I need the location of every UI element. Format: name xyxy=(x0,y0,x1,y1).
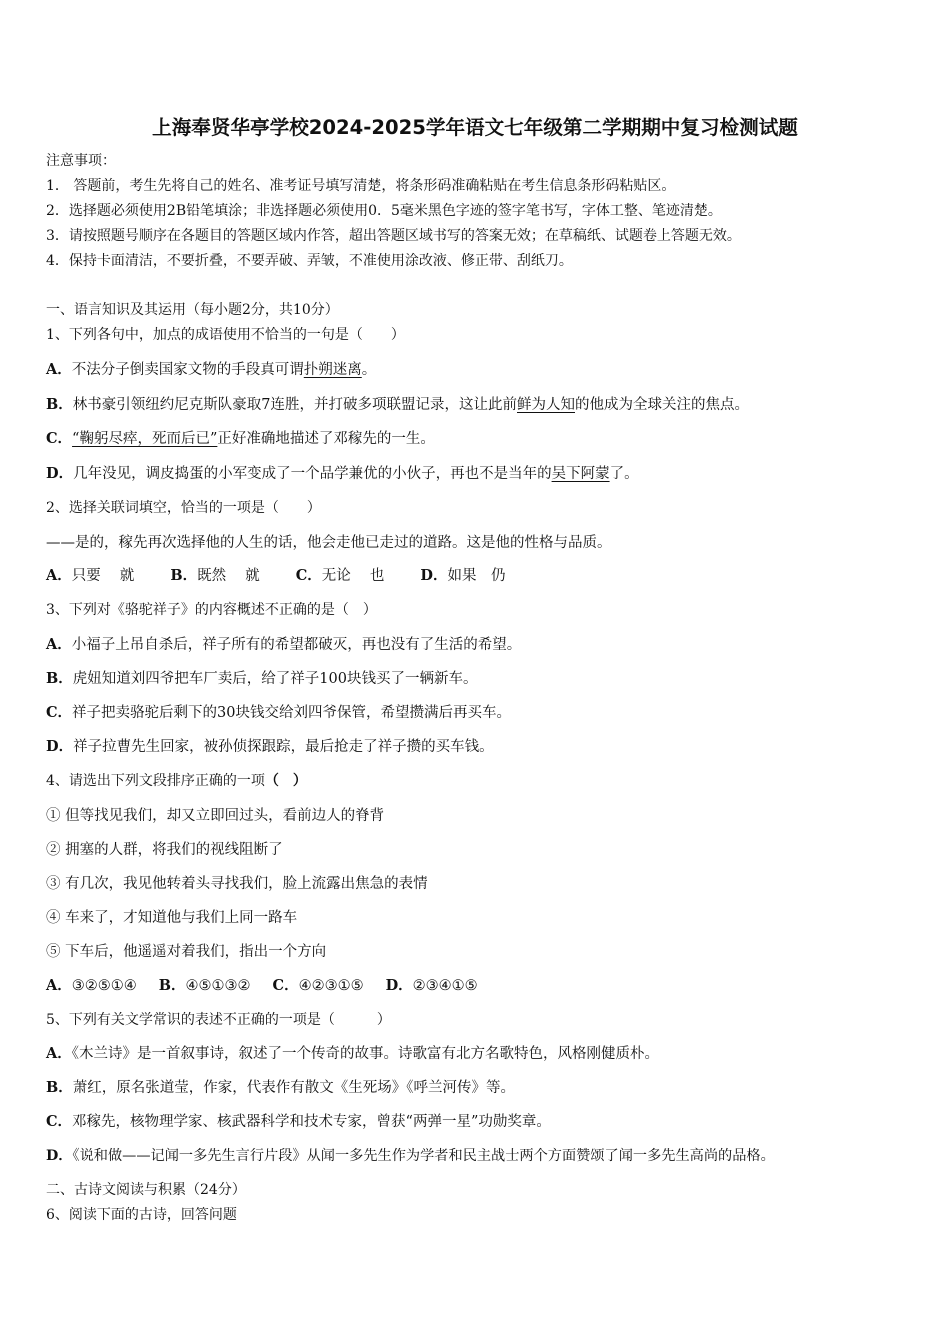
sequence-item: ④ 车来了，才知道他与我们上同一路车 xyxy=(46,910,298,926)
option-text: ②③④①⑤ xyxy=(412,978,478,994)
option-label: A． xyxy=(46,1045,72,1062)
option-label: B． xyxy=(46,1079,73,1096)
option-text: 《木兰诗》是一首叙事诗，叙述了一个传奇的故事。诗歌富有北方名歌特色，风格刚健质朴。 xyxy=(71,1046,660,1062)
option-label: D． xyxy=(46,738,74,755)
section-heading: 一、语言知识及其运用（每小题2分，共10分） xyxy=(46,302,339,318)
option-text: 小福子上吊自杀后，祥子所有的希望都破灭，再也没有了生活的希望。 xyxy=(71,637,522,653)
marked-idiom: 鲜为人知 xyxy=(517,397,575,413)
option-label: B． xyxy=(46,396,73,413)
question-stem: 3、下列对《骆驼祥子》的内容概述不正确的是（ ） xyxy=(46,602,377,618)
option-c xyxy=(46,703,511,723)
option-label: C． xyxy=(272,977,299,994)
option-c xyxy=(46,429,435,449)
option-text: 既然 就 xyxy=(197,568,260,584)
option-label: D． xyxy=(46,1148,73,1164)
option-label: D． xyxy=(46,465,74,482)
option-text: 祥子把卖骆驼后剩下的30块钱交给刘四爷保管，希望攒满后再买车。 xyxy=(72,705,511,721)
option-text: 《说和做——记闻一多先生言行片段》从闻一多先生作为学者和民主战士两个方面赞颂了闻一多先生高尚的品格。 xyxy=(72,1148,775,1164)
option-label: A． xyxy=(46,567,72,584)
option-text: ④②③①⑤ xyxy=(298,978,364,994)
sequence-item: ⑤ 下车后，他遥遥对着我们，指出一个方向 xyxy=(46,944,327,960)
question-stem xyxy=(46,771,307,791)
sequence-item: ③ 有几次，我见他转着头寻找我们，脸上流露出焦急的表情 xyxy=(46,876,428,892)
option-label: C． xyxy=(46,704,73,721)
option-label: A． xyxy=(46,636,72,653)
option-c xyxy=(46,1112,551,1132)
option-text: 的他成为全球关注的焦点。 xyxy=(575,397,749,413)
notice-item: 3．请按照题号顺序在各题目的答题区域内作答，超出答题区域书写的答案无效；在草稿纸、试题卷上答题无效。 xyxy=(46,228,741,244)
question-stem: 1、下列各句中，加点的成语使用不恰当的一句是（ ） xyxy=(46,327,405,343)
option-text: ④⑤①③② xyxy=(185,978,251,994)
option-b xyxy=(46,395,749,415)
option-label: C． xyxy=(46,430,73,447)
option-b xyxy=(46,669,477,689)
option-text: 正好准确地描述了邓稼先的一生。 xyxy=(217,431,435,447)
option-label: B． xyxy=(46,670,73,687)
page-title: 上海奉贤华亭学校2024-2025学年语文七年级第二学期期中复习检测试题 xyxy=(152,116,798,139)
marked-idiom: 扑朔迷离 xyxy=(303,362,362,378)
option-text: 了。 xyxy=(609,466,639,482)
option-label: D． xyxy=(420,567,448,584)
question-stem: 2、选择关联词填空，恰当的一项是（ ） xyxy=(46,500,321,516)
question-stem: 6、阅读下面的古诗，回答问题 xyxy=(46,1207,237,1223)
option-text: 不法分子倒卖国家文物的手段真可谓 xyxy=(71,362,304,378)
notice-item: 1． 答题前，考生先将自己的姓名、准考证号填写清楚，将条形码准确粘贴在考生信息条形码粘贴区。 xyxy=(46,178,676,194)
marked-idiom: “鞠躬尽瘁，死而后已” xyxy=(72,431,218,447)
option-text: 邓稼先，核物理学家、核武器科学和技术专家，曾获“两弹一星”功勋奖章。 xyxy=(72,1114,551,1130)
option-text: 。 xyxy=(361,362,377,378)
option-label: C． xyxy=(46,1113,73,1130)
option-label: A． xyxy=(46,361,72,378)
sequence-item: ① 但等找见我们，却又立即回过头，看前边人的脊背 xyxy=(46,808,385,824)
option-label: A． xyxy=(46,977,72,994)
option-label: D． xyxy=(385,977,413,994)
section-heading: 二、古诗文阅读与积累（24分） xyxy=(46,1182,246,1198)
option-text: 几年没见，调皮捣蛋的小军变成了一个品学兼优的小伙子，再也不是当年的 xyxy=(73,466,552,482)
option-row xyxy=(46,976,478,996)
option-label: B． xyxy=(158,977,186,994)
notice-item: 2．选择题必须使用2B铅笔填涂；非选择题必须使用0．5毫米黑色字迹的签字笔书写，字体工整、笔迹清楚。 xyxy=(46,203,722,219)
notice-item: 4．保持卡面清洁，不要折叠，不要弄破、弄皱，不准使用涂改液、修正带、刮纸刀。 xyxy=(46,253,573,269)
option-text: 如果 仍 xyxy=(447,568,506,584)
marked-idiom: 吴下阿蒙 xyxy=(551,466,610,482)
option-b xyxy=(46,1078,515,1098)
sequence-item: ② 拥塞的人群，将我们的视线阻断了 xyxy=(46,842,283,858)
option-text: 林书豪引领纽约尼克斯队豪取7连胜，并打破多项联盟记录，这让此前 xyxy=(72,397,517,413)
option-label: B． xyxy=(170,567,198,584)
question-stem-text: 4、请选出下列文段排序正确的一项 xyxy=(46,773,265,789)
option-text: 虎妞知道刘四爷把车厂卖后，给了祥子100块钱买了一辆新车。 xyxy=(72,671,478,687)
question-stem: 5、下列有关文学常识的表述不正确的一项是（ ） xyxy=(46,1012,391,1028)
option-d xyxy=(46,464,639,484)
option-d xyxy=(46,737,494,757)
option-text: ③②⑤①④ xyxy=(71,978,137,994)
option-label: C． xyxy=(295,567,322,584)
option-a xyxy=(46,1044,659,1064)
option-text: 萧红，原名张道莹，作家，代表作有散文《生死场》《呼兰河传》等。 xyxy=(72,1080,516,1096)
option-a xyxy=(46,360,376,380)
option-d xyxy=(46,1146,775,1166)
option-text: 祥子拉曹先生回家，被孙侦探跟踪，最后抢走了祥子攒的买车钱。 xyxy=(73,739,494,755)
answer-paren: （ ） xyxy=(264,773,307,789)
option-text: 只要 就 xyxy=(71,568,135,584)
option-a xyxy=(46,635,521,655)
notice-heading: 注意事项： xyxy=(46,153,116,169)
question-sentence: ——是的，稼先再次选择他的人生的话，他会走他已走过的道路。这是他的性格与品质。 xyxy=(46,535,612,551)
option-row xyxy=(46,566,505,586)
option-text: 无论 也 xyxy=(321,568,385,584)
